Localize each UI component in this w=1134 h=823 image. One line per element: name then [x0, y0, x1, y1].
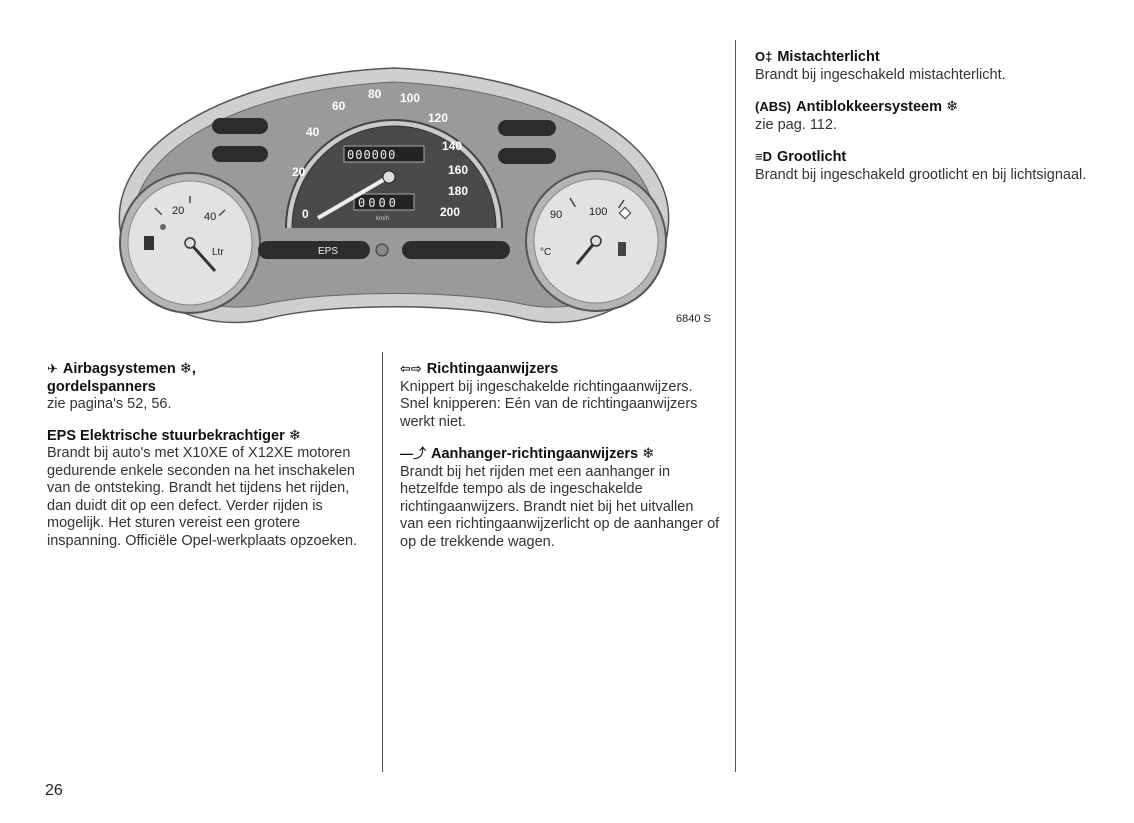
- fuel-tick-40: 40: [204, 211, 217, 223]
- turn-signal-title: Richtingaanwijzers: [426, 361, 559, 377]
- temp-unit: °C: [540, 247, 552, 258]
- entry-title: [755, 48, 1095, 67]
- coolant-icon: [618, 242, 626, 256]
- turn-signal-icon: ⇦⇨: [400, 361, 422, 376]
- eps-body: Brandt bij auto's met X10XE of X12XE motoren gedurende enkele seconden na het inschakelen van de ontsteking. Brandt het tijdens het rijden, dan duidt dit op een defect. Verder rijden is mogelijk. Het sturen vereist een grotere inspanning. Officiële Opel-werkplaats opzoeken.: [47, 445, 358, 549]
- trailer-signal-icon: —⤴: [400, 446, 427, 461]
- speedo-tick-100: 100: [400, 91, 421, 105]
- speedo-tick-60: 60: [332, 99, 346, 113]
- optional-star-icon: ❄: [945, 99, 959, 115]
- right-column: [755, 48, 1095, 198]
- entry-eps: [47, 428, 367, 551]
- fuel-tick-20: 20: [172, 205, 185, 217]
- high-beam-icon: ≡D: [755, 149, 772, 164]
- entry-abs: [755, 98, 1095, 134]
- optional-star-icon: ❄: [642, 446, 655, 462]
- airbag-title: Airbagsystemen ❄,: [62, 361, 196, 377]
- optional-star-icon: ❄: [288, 427, 301, 444]
- abs-body: zie pag. 112.: [755, 116, 837, 133]
- entry-high-beam: [755, 148, 1095, 184]
- eps-lamp-label: EPS: [318, 246, 339, 257]
- entry-trailer-signals: [400, 445, 720, 551]
- speedo-tick-80: 80: [368, 87, 382, 101]
- eps-title: EPS Elektrische stuurbekrachtiger: [47, 427, 285, 444]
- speedo-tick-180: 180: [448, 184, 469, 198]
- entry-title: [755, 98, 1095, 117]
- speedo-tick-20: 20: [292, 165, 306, 179]
- high-beam-title: Grootlicht: [776, 149, 847, 165]
- odometer-value: 000000: [347, 148, 397, 162]
- page-number: 26: [45, 782, 63, 799]
- entry-title: [755, 148, 1095, 167]
- rear-fog-body: Brandt bij ingeschakeld mistachterlicht.: [755, 66, 1006, 83]
- speedo-tick-200: 200: [440, 205, 461, 219]
- fuel-unit: Ltr: [212, 247, 224, 258]
- turn-signal-body: Knippert bij ingeschakelde richtingaanwijzers. Snel knipperen: Eén van de richtingaanwijzers werkt niet.: [400, 378, 698, 430]
- rear-fog-icon: O‡: [755, 49, 773, 64]
- entry-turn-signals: [400, 360, 720, 431]
- abs-title: Antiblokkeersysteem: [796, 99, 942, 115]
- temp-tick-90: 90: [550, 209, 563, 221]
- rear-fog-title: Mistachterlicht: [777, 49, 880, 65]
- left-column: [47, 360, 367, 564]
- airbag-icon: ✈: [47, 361, 58, 376]
- speedo-tick-160: 160: [448, 163, 469, 177]
- entry-title: [400, 360, 720, 379]
- high-beam-body: Brandt bij ingeschakeld grootlicht en bij lichtsignaal.: [755, 166, 1087, 183]
- tripmeter-value: 0000: [358, 196, 399, 210]
- entry-title: [47, 360, 367, 379]
- speedo-tick-0: 0: [302, 207, 309, 221]
- column-divider-right: [735, 40, 736, 772]
- trailer-signal-body: Brandt bij het rijden met een aanhanger in hetzelfde tempo als de ingeschakelde richtingaanwijzers. Brandt niet bij het uitvallen van een richtingaanwijzerlicht op de aanhanger of op de trekkende wagen.: [400, 463, 720, 550]
- entry-title: [47, 428, 367, 446]
- speedo-tick-140: 140: [442, 139, 463, 153]
- speedo-unit: km/h: [376, 216, 390, 222]
- abs-icon: (ABS): [755, 99, 792, 114]
- entry-airbag: [47, 360, 367, 414]
- middle-column: [400, 360, 720, 565]
- fuel-pump-icon: [144, 236, 154, 250]
- entry-title: [400, 445, 720, 464]
- airbag-body: zie pagina's 52, 56.: [47, 396, 172, 412]
- speedo-tick-120: 120: [428, 111, 449, 125]
- temp-tick-100: 100: [589, 206, 608, 218]
- fuel-gauge: [120, 173, 260, 313]
- column-divider-left: [382, 352, 383, 772]
- instrument-cluster-figure: [100, 58, 688, 340]
- entry-rear-fog: [755, 48, 1095, 84]
- figure-code: 6840 S: [676, 313, 711, 325]
- speedo-tick-40: 40: [306, 125, 320, 139]
- trailer-signal-title: Aanhanger-richtingaanwijzers: [431, 446, 639, 462]
- temperature-gauge: [526, 171, 666, 311]
- airbag-title-line2: gordelspanners: [47, 378, 156, 395]
